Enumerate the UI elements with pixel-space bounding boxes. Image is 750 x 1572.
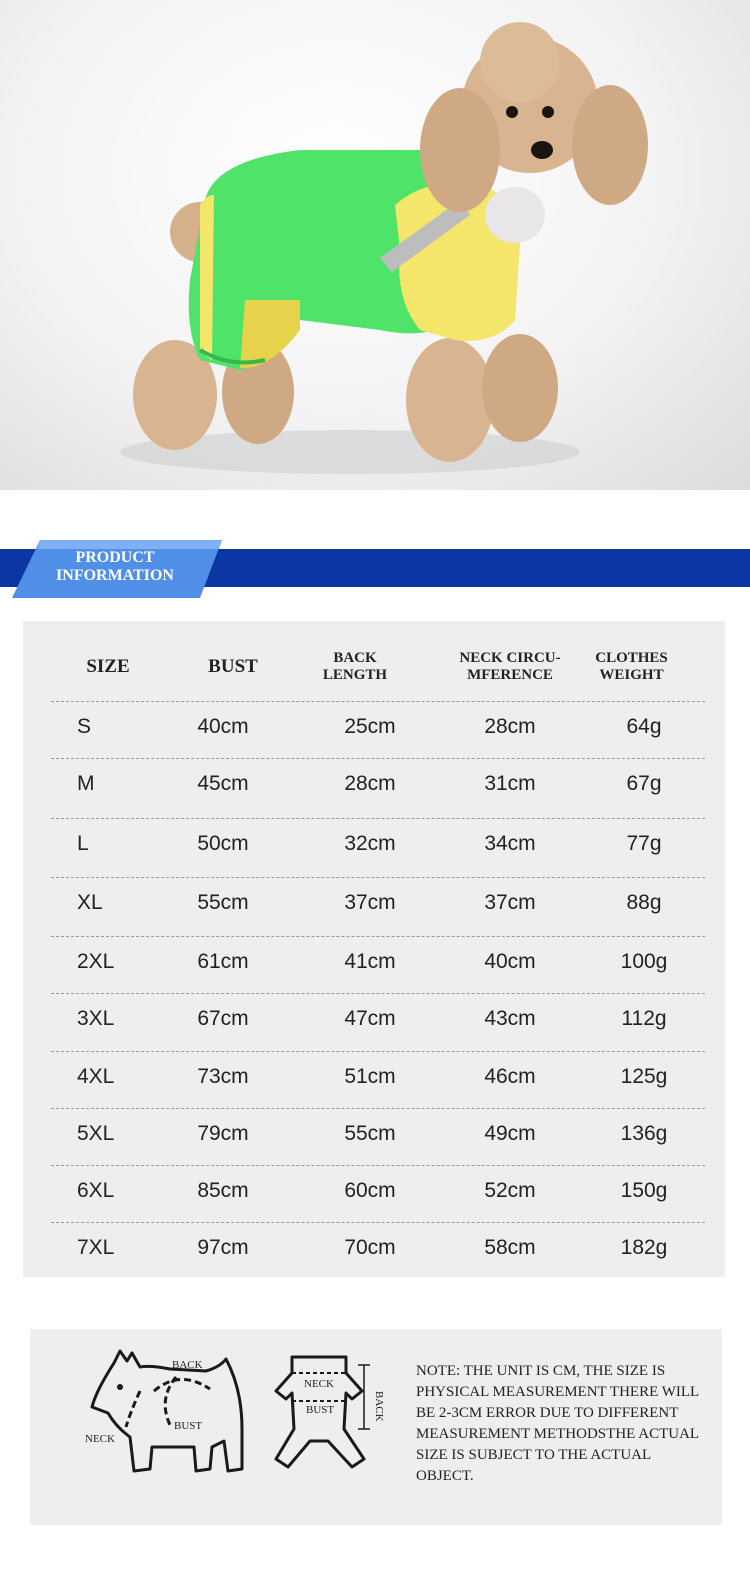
dog-neck-label: NECK bbox=[85, 1433, 115, 1445]
size-chart-table bbox=[23, 621, 725, 1277]
cell-size: S bbox=[77, 715, 92, 738]
cell-back-length: 47cm bbox=[344, 1007, 396, 1030]
table-row bbox=[23, 877, 725, 934]
note-line: OBJECT. bbox=[416, 1468, 474, 1484]
note-line: SIZE IS SUBJECT TO THE ACTUAL bbox=[416, 1447, 652, 1463]
cell-size: 7XL bbox=[77, 1236, 115, 1259]
table-row bbox=[23, 1051, 725, 1108]
cell-weight: 64g bbox=[626, 715, 662, 738]
header-back-line-1: BACK bbox=[333, 650, 377, 666]
cell-weight: 125g bbox=[620, 1065, 668, 1088]
cell-size: 5XL bbox=[77, 1122, 115, 1145]
table-header bbox=[23, 621, 725, 701]
cell-neck: 52cm bbox=[484, 1179, 536, 1202]
cell-weight: 136g bbox=[620, 1122, 668, 1145]
note-line: BE 2-3CM ERROR DUE TO DIFFERENT bbox=[416, 1405, 679, 1421]
note-line: PHYSICAL MEASUREMENT THERE WILL bbox=[416, 1384, 700, 1400]
cell-weight: 182g bbox=[620, 1236, 668, 1259]
cell-neck: 37cm bbox=[484, 891, 536, 914]
cell-back-length: 41cm bbox=[344, 950, 396, 973]
cell-size: 3XL bbox=[77, 1007, 115, 1030]
table-row bbox=[23, 1165, 725, 1222]
header-neck-line-2: MFERENCE bbox=[467, 667, 553, 683]
note-line: NOTE: THE UNIT IS CM, THE SIZE IS bbox=[416, 1363, 666, 1379]
cell-back-length: 70cm bbox=[344, 1236, 396, 1259]
cell-back-length: 37cm bbox=[344, 891, 396, 914]
measurement-guide bbox=[30, 1329, 722, 1525]
table-row bbox=[23, 701, 725, 758]
dog-back-label: BACK bbox=[172, 1359, 203, 1371]
cell-neck: 43cm bbox=[484, 1007, 536, 1030]
size-note bbox=[416, 1361, 712, 1487]
cell-bust: 67cm bbox=[197, 1007, 249, 1030]
table-row bbox=[23, 993, 725, 1050]
measurement-diagram bbox=[30, 1329, 410, 1525]
cell-size: XL bbox=[77, 891, 103, 914]
cell-neck: 46cm bbox=[484, 1065, 536, 1088]
product-photo bbox=[0, 0, 750, 490]
cell-bust: 55cm bbox=[197, 891, 249, 914]
cell-bust: 97cm bbox=[197, 1236, 249, 1259]
cell-bust: 79cm bbox=[197, 1122, 249, 1145]
table-row bbox=[23, 818, 725, 875]
cell-neck: 31cm bbox=[484, 772, 536, 795]
header-neck-circumference bbox=[445, 650, 575, 684]
cell-size: 6XL bbox=[77, 1179, 115, 1202]
cell-weight: 150g bbox=[620, 1179, 668, 1202]
cell-weight: 88g bbox=[626, 891, 662, 914]
cell-size: M bbox=[77, 772, 95, 795]
cell-weight: 100g bbox=[620, 950, 668, 973]
cell-neck: 28cm bbox=[484, 715, 536, 738]
banner-line-1: PRODUCT bbox=[75, 549, 155, 566]
cell-neck: 40cm bbox=[484, 950, 536, 973]
table-row bbox=[23, 758, 725, 815]
header-bust: BUST bbox=[208, 656, 258, 677]
header-weight-line-2: WEIGHT bbox=[599, 667, 664, 683]
cell-neck: 49cm bbox=[484, 1122, 536, 1145]
header-back-length bbox=[305, 650, 405, 684]
note-line: MEASUREMENT METHODSTHE ACTUAL bbox=[416, 1426, 700, 1442]
cell-back-length: 51cm bbox=[344, 1065, 396, 1088]
coat-back-label: BACK bbox=[373, 1391, 385, 1422]
cell-neck: 34cm bbox=[484, 832, 536, 855]
table-row bbox=[23, 1108, 725, 1165]
header-back-line-2: LENGTH bbox=[322, 667, 388, 683]
cell-back-length: 60cm bbox=[344, 1179, 396, 1202]
cell-bust: 45cm bbox=[197, 772, 249, 795]
header-weight-line-1: CLOTHES bbox=[595, 650, 668, 666]
coat-bust-label: BUST bbox=[306, 1404, 335, 1416]
cell-weight: 112g bbox=[621, 1007, 667, 1030]
cell-back-length: 25cm bbox=[344, 715, 396, 738]
dog-bust-label: BUST bbox=[174, 1420, 203, 1432]
cell-weight: 67g bbox=[626, 772, 662, 795]
cell-bust: 61cm bbox=[197, 950, 249, 973]
table-row bbox=[23, 936, 725, 993]
header-clothes-weight bbox=[579, 650, 684, 684]
cell-bust: 73cm bbox=[197, 1065, 249, 1088]
cell-size: L bbox=[77, 832, 89, 855]
cell-bust: 50cm bbox=[197, 832, 249, 855]
cell-size: 4XL bbox=[77, 1065, 115, 1088]
cell-bust: 85cm bbox=[197, 1179, 249, 1202]
section-banner-title bbox=[20, 549, 210, 585]
dog-in-raincoat-illustration bbox=[0, 0, 750, 490]
banner-line-2: INFORMATION bbox=[56, 567, 174, 584]
cell-neck: 58cm bbox=[484, 1236, 536, 1259]
header-size: SIZE bbox=[86, 656, 130, 677]
cell-back-length: 32cm bbox=[344, 832, 396, 855]
table-row bbox=[23, 1222, 725, 1279]
cell-weight: 77g bbox=[626, 832, 662, 855]
header-neck-line-1: NECK CIRCU- bbox=[459, 650, 561, 666]
cell-size: 2XL bbox=[77, 950, 115, 973]
cell-bust: 40cm bbox=[197, 715, 249, 738]
coat-neck-label: NECK bbox=[304, 1378, 334, 1390]
cell-back-length: 28cm bbox=[344, 772, 396, 795]
cell-back-length: 55cm bbox=[344, 1122, 396, 1145]
